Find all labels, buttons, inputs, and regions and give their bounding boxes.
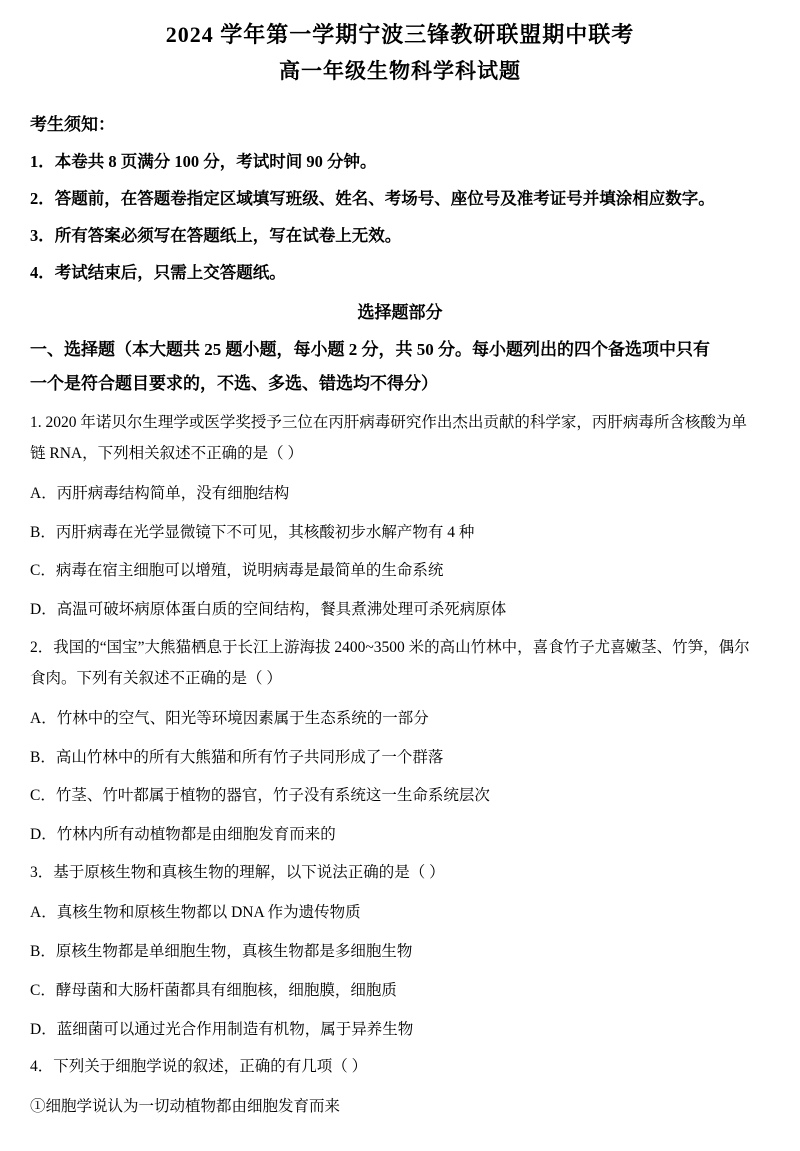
question-2-stem-line-1: 2．我国的“国宝”大熊猫栖息于长江上游海拔 2400~3500 米的高山竹林中，喜食竹子尤喜嫩茎、竹笋，偶尔 xyxy=(30,639,750,657)
page-subtitle: 高一年级生物科学科试题 xyxy=(279,59,521,83)
question-2-option-d: D．竹林内所有动植物都是由细胞发育而来的 xyxy=(30,826,336,844)
question-1-option-a: A．丙肝病毒结构简单，没有细胞结构 xyxy=(30,484,290,502)
question-3-option-d: D．蓝细菌可以通过光合作用制造有机物，属于异养生物 xyxy=(30,1020,414,1038)
question-3-option-a: A．真核生物和原核生物都以 DNA 作为遗传物质 xyxy=(30,903,361,921)
question-1-option-d: D．高温可破坏病原体蛋白质的空间结构，餐具煮沸处理可杀死病原体 xyxy=(30,601,507,619)
question-2-option-b: B．高山竹林中的所有大熊猫和所有竹子共同形成了一个群落 xyxy=(30,748,444,766)
question-2-option-a: A．竹林中的空气、阳光等环境因素属于生态系统的一部分 xyxy=(30,709,429,727)
question-4-option-1: ①细胞学说认为一切动植物都由细胞发育而来 xyxy=(30,1098,341,1116)
question-2-stem-line-2: 食肉。下列有关叙述不正确的是（ ） xyxy=(30,669,282,687)
part-title: 选择题部分 xyxy=(357,303,443,323)
question-3-option-c: C．酵母菌和大肠杆菌都具有细胞核，细胞膜，细胞质 xyxy=(30,981,397,999)
question-3-stem: 3．基于原核生物和真核生物的理解，以下说法正确的是（ ） xyxy=(30,864,445,882)
question-4-stem: 4．下列关于细胞学说的叙述，正确的有几项（ ） xyxy=(30,1058,368,1076)
question-1-option-b: B．丙肝病毒在光学显微镜下不可见，其核酸初步水解产物有 4 种 xyxy=(30,523,475,541)
question-3-option-b: B．原核生物都是单细胞生物，真核生物都是多细胞生物 xyxy=(30,942,413,960)
notice-item-2: 2．答题前，在答题卷指定区域填写班级、姓名、考场号、座位号及准考证号并填涂相应数字。 xyxy=(30,189,715,209)
question-1-stem-line-1: 1. 2020 年诺贝尔生理学或医学奖授予三位在丙肝病毒研究作出杰出贡献的科学家，丙肝病毒所含核酸为单 xyxy=(30,414,747,432)
question-2-option-c: C．竹茎、竹叶都属于植物的器官，竹子没有系统这一生命系统层次 xyxy=(30,787,490,805)
section-heading-line-1: 一、选择题（本大题共 25 题小题，每小题 2 分，共 50 分。每小题列出的四个备选项中只有 xyxy=(30,340,710,360)
notice-item-4: 4．考试结束后，只需上交答题纸。 xyxy=(30,263,286,283)
notice-item-1: 1．本卷共 8 页满分 100 分，考试时间 90 分钟。 xyxy=(30,151,377,171)
page-title: 2024 学年第一学期宁波三锋教研联盟期中联考 xyxy=(165,22,635,47)
section-heading-line-2: 一个是符合题目要求的，不选、多选、错选均不得分） xyxy=(30,373,438,393)
question-1-stem-line-2: 链 RNA，下列相关叙述不正确的是（ ） xyxy=(30,445,303,463)
question-1-option-c: C．病毒在宿主细胞可以增殖，说明病毒是最简单的生命系统 xyxy=(30,562,444,580)
notice-heading: 考生须知： xyxy=(30,114,115,134)
notice-item-3: 3．所有答案必须写在答题纸上，写在试卷上无效。 xyxy=(30,226,402,246)
